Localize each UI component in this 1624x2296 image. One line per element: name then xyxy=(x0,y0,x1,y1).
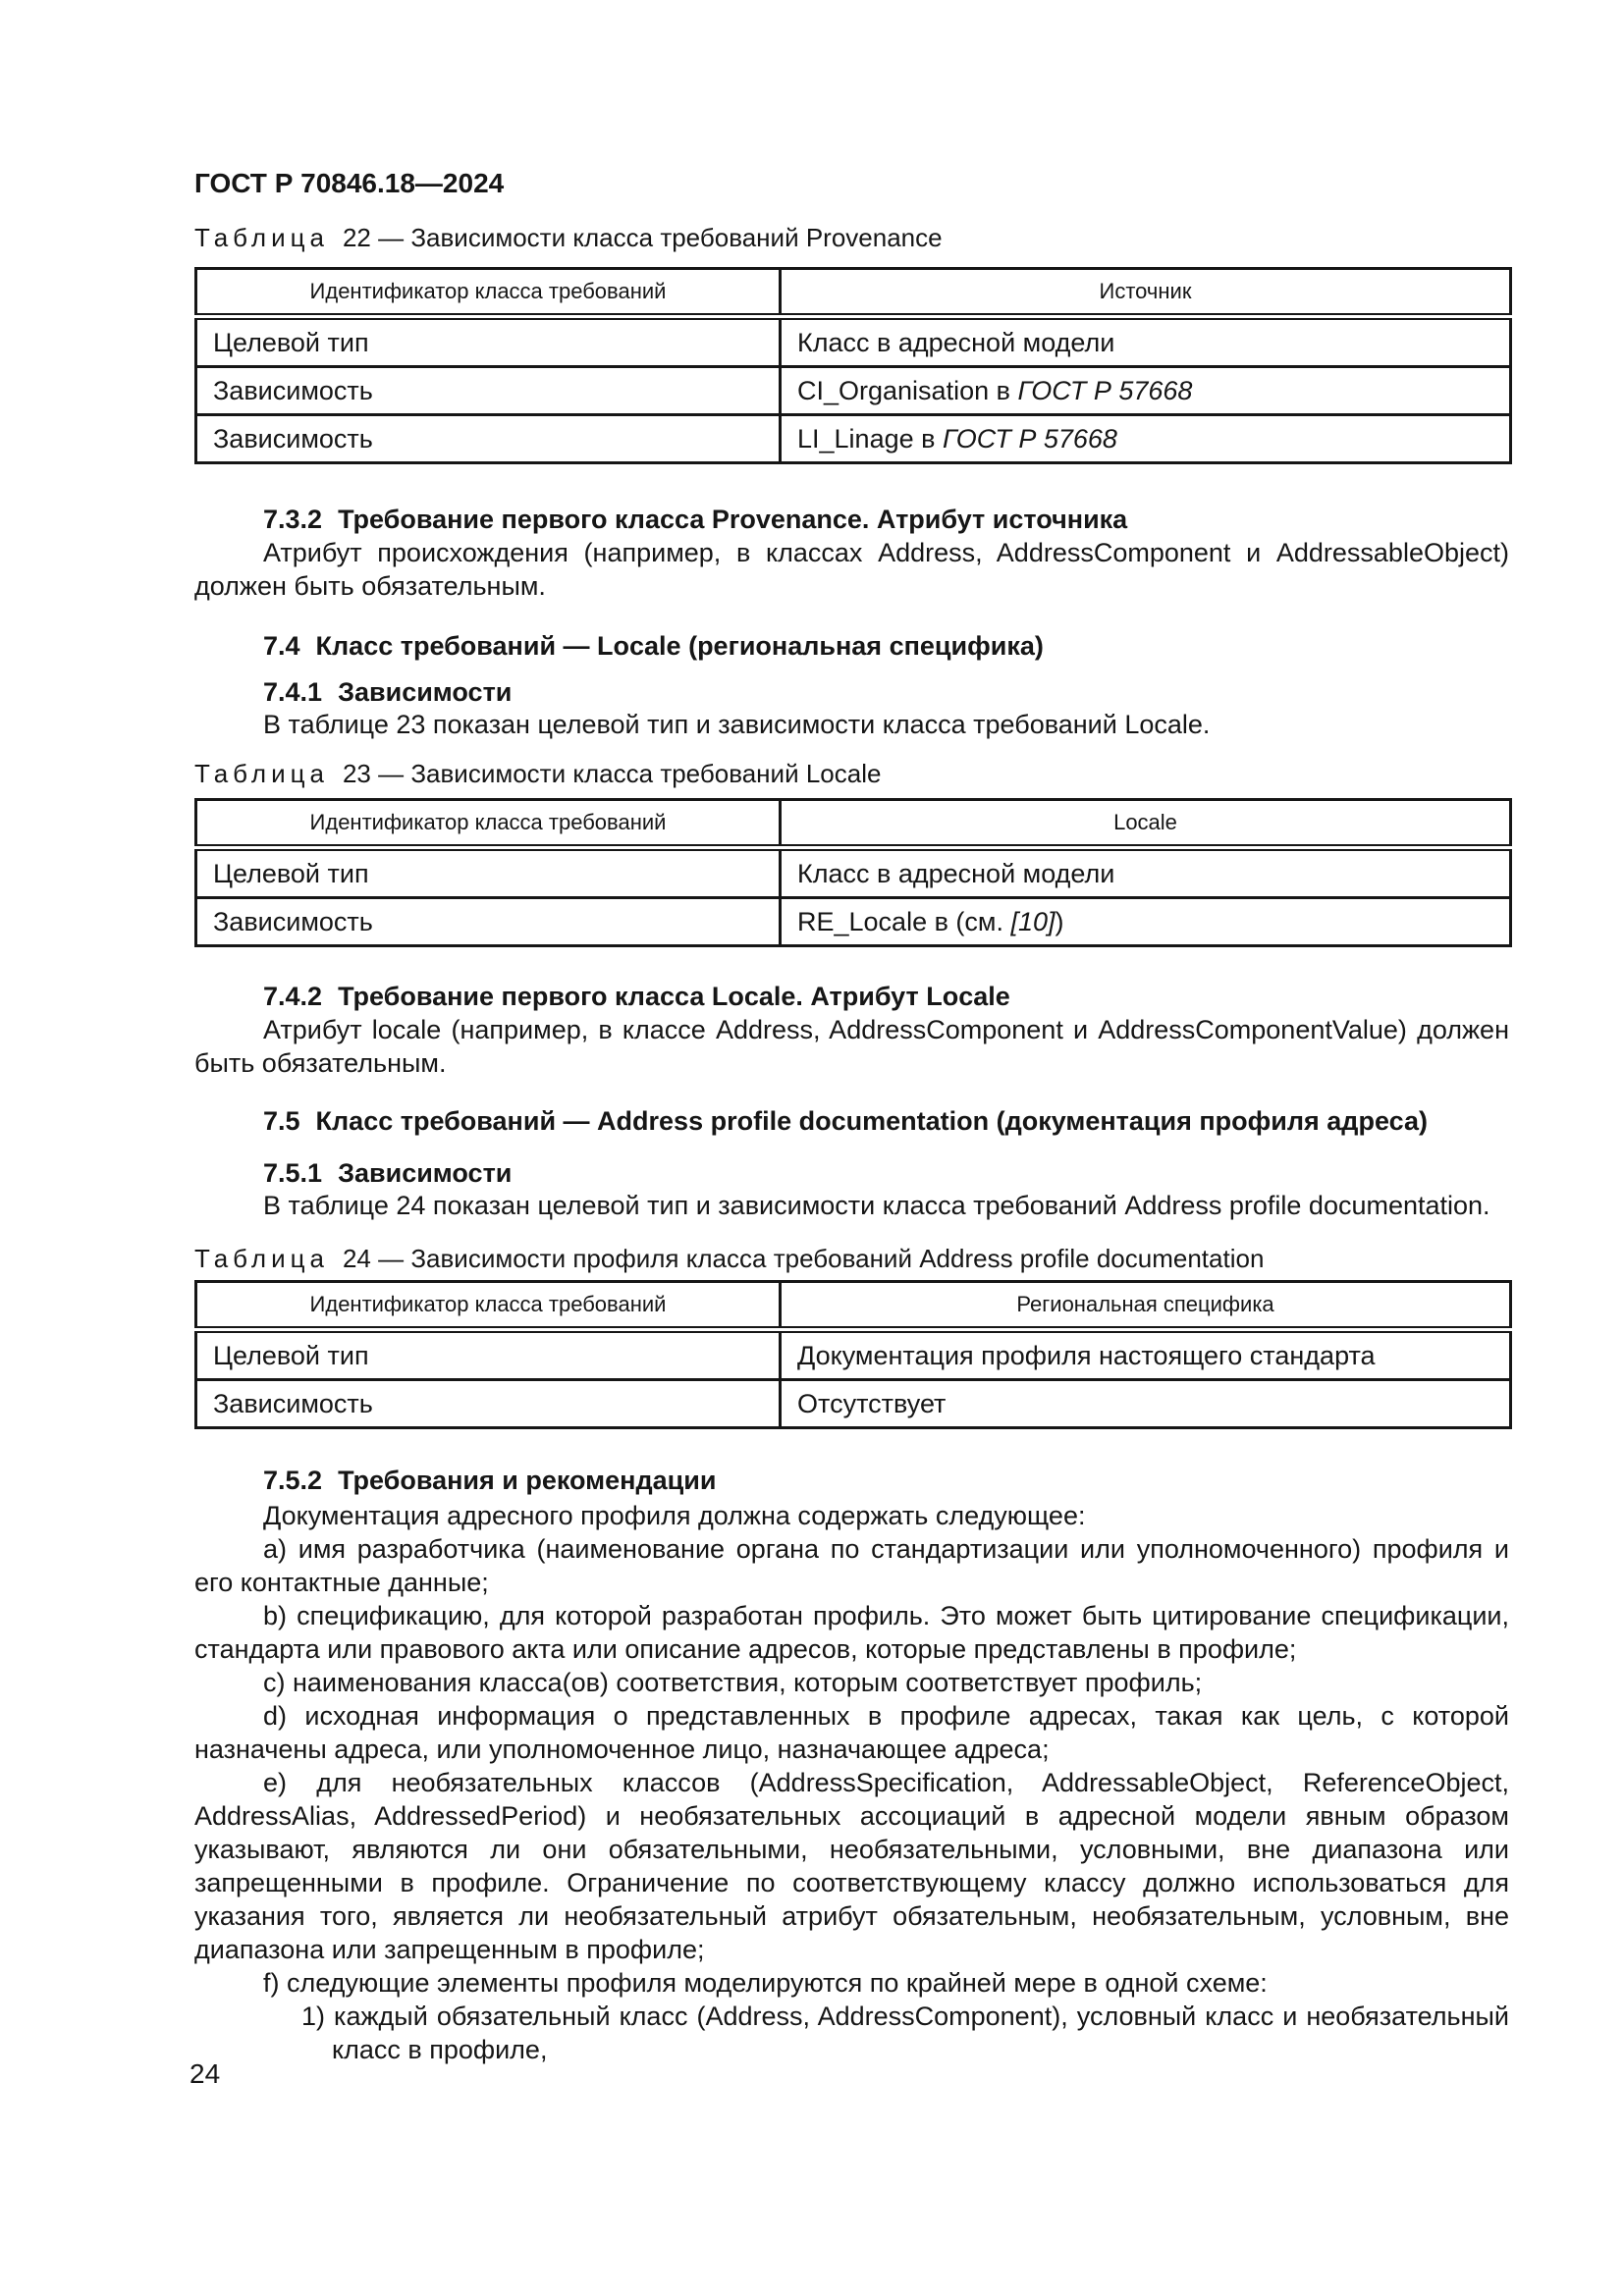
value-text: Отсутствует xyxy=(797,1389,947,1418)
table23-caption-word: Таблица xyxy=(194,759,329,788)
section-title: Зависимости xyxy=(338,677,513,707)
table-cell-label: Целевой тип xyxy=(196,317,781,367)
section-title: Зависимости xyxy=(338,1158,513,1188)
table-cell-label: Зависимость xyxy=(196,415,781,463)
list-item-c: c) наименования класса(ов) соответствия, которым соответствует профиль; xyxy=(263,1668,1203,1697)
page-number: 24 xyxy=(189,2058,221,2089)
table-22-col1-header: Идентификатор класса требований xyxy=(196,269,781,317)
table-row xyxy=(196,898,1511,946)
table-22-col2-header: Источник xyxy=(781,269,1511,317)
section-heading-7-4-1 xyxy=(194,675,1578,709)
value-text: LI_Linage в xyxy=(797,424,943,454)
section-heading-7-5-2 xyxy=(194,1464,1578,1497)
section-title: Требование первого класса Locale. Атрибут Locale xyxy=(338,982,1010,1011)
list-item-b: b) спецификацию, для которой разработан профиль. Это может быть цитирование спецификации, стандарта или правового акта или описание адресов, которые представлены в профиле; xyxy=(194,1601,1509,1664)
table-row xyxy=(196,1380,1511,1428)
table-cell-label: Зависимость xyxy=(196,898,781,946)
value-text: Класс в адресной модели xyxy=(797,859,1115,888)
section-heading-7-4-2 xyxy=(194,980,1578,1013)
section-number: 7.5 xyxy=(263,1106,300,1136)
table-22-header-row xyxy=(196,269,1511,317)
table-cell-label: Целевой тип xyxy=(196,848,781,898)
section-heading-7-5-1 xyxy=(194,1156,1578,1190)
section-number: 7.3.2 xyxy=(263,505,323,534)
list-subitem-1: 1) каждый обязательный класс (Address, AddressComponent), условный класс и необязательный класс в профиле, xyxy=(301,2002,1509,2064)
value-text: Документация профиля настоящего стандарта xyxy=(797,1341,1376,1370)
section-7-5-2-body xyxy=(194,1499,1509,2066)
table-cell-label: Зависимость xyxy=(196,1380,781,1428)
section-title: Требование первого класса Provenance. Атрибут источника xyxy=(338,505,1128,534)
table24-caption-word: Таблица xyxy=(194,1244,329,1273)
paragraph-7-3-2: Атрибут происхождения (например, в классах Address, AddressComponent и AddressableObject) должен быть обязательным. xyxy=(194,538,1509,601)
paragraph-7-4-2: Атрибут locale (например, в классе Address, AddressComponent и AddressComponentValue) должен быть обязательным. xyxy=(194,1015,1509,1078)
table-cell-label: Целевой тип xyxy=(196,1330,781,1380)
table-24-col2-header: Региональная специфика xyxy=(781,1282,1511,1330)
section-number: 7.5.2 xyxy=(263,1466,323,1495)
table-24 xyxy=(194,1280,1512,1429)
section-title: Класс требований — Locale (региональная специфика) xyxy=(315,631,1044,661)
table-row xyxy=(196,415,1511,463)
table-cell-value xyxy=(781,1330,1511,1380)
section-number: 7.4.1 xyxy=(263,677,323,707)
table23-caption-text: 23 — Зависимости класса требований Locale xyxy=(342,759,882,788)
doc-number: ГОСТ Р 70846.18—2024 xyxy=(194,168,505,198)
value-italic: ГОСТ Р 57668 xyxy=(1017,376,1193,405)
value-text: CI_Organisation в xyxy=(797,376,1018,405)
table-row xyxy=(196,367,1511,415)
table24-caption-text: 24 — Зависимости профиля класса требований Address profile documentation xyxy=(342,1244,1265,1273)
table-24-header-row xyxy=(196,1282,1511,1330)
table-cell-label: Зависимость xyxy=(196,367,781,415)
section-number: 7.4.2 xyxy=(263,982,323,1011)
table-cell-value xyxy=(781,898,1511,946)
table-row xyxy=(196,1330,1511,1380)
table-cell-value xyxy=(781,848,1511,898)
section-number: 7.5.1 xyxy=(263,1158,323,1188)
value-suffix: ) xyxy=(1055,907,1064,936)
value-text: RE_Locale в (см. xyxy=(797,907,1011,936)
paragraph-7-5-1: В таблице 24 показан целевой тип и зависимости класса требований Address profile documentation. xyxy=(263,1191,1490,1220)
value-italic: [10] xyxy=(1010,907,1056,936)
section-heading-7-5 xyxy=(194,1104,1578,1138)
table22-caption xyxy=(194,222,1509,253)
table-row xyxy=(196,317,1511,367)
paragraph-7-4-1: В таблице 23 показан целевой тип и зависимости класса требований Locale. xyxy=(263,710,1211,739)
section-number: 7.4 xyxy=(263,631,300,661)
value-text: Класс в адресной модели xyxy=(797,328,1115,357)
table-24-col1-header: Идентификатор класса требований xyxy=(196,1282,781,1330)
table-row xyxy=(196,848,1511,898)
list-item-f: f) следующие элементы профиля моделируются по крайней мере в одной схеме: xyxy=(263,1968,1268,1998)
table-23 xyxy=(194,798,1512,947)
table-23-header-row xyxy=(196,800,1511,848)
list-item-d: d) исходная информация о представленных в профиле адресах, такая как цель, с которой назначены адреса, или уполномоченное лицо, назначающее адреса; xyxy=(194,1701,1509,1764)
section-heading-7-4 xyxy=(194,629,1578,663)
section-title: Класс требований — Address profile documentation (документация профиля адреса) xyxy=(315,1106,1428,1136)
table22-caption-word: Таблица xyxy=(194,223,329,252)
table-cell-value xyxy=(781,367,1511,415)
list-item-e: e) для необязательных классов (AddressSpecification, AddressableObject, ReferenceObject, AddressAlias, AddressedPeriod) и необязательных ассоциаций в адресной модели явным образом указывают, являются ли они обязательными, необязательными, условными, вне диапазона или запрещенными в профиле. Ограничение по соответствующему классу должно использоваться для указания того, является ли необязательный атрибут обязательным, необязательным, условным, вне диапазона или запрещенным в профиле; xyxy=(194,1768,1509,1964)
table22-caption-text: 22 — Зависимости класса требований Provenance xyxy=(342,223,943,252)
table-23-col2-header: Locale xyxy=(781,800,1511,848)
table23-caption xyxy=(194,758,1509,789)
section-title: Требования и рекомендации xyxy=(338,1466,717,1495)
table24-caption xyxy=(194,1243,1509,1274)
table-cell-value xyxy=(781,1380,1511,1428)
table-23-col1-header: Идентификатор класса требований xyxy=(196,800,781,848)
list-item-a: a) имя разработчика (наименование органа по стандартизации или уполномоченного) профиля и его контактные данные; xyxy=(194,1534,1509,1597)
table-22 xyxy=(194,267,1512,464)
paragraph-intro: Документация адресного профиля должна содержать следующее: xyxy=(263,1501,1086,1530)
section-heading-7-3-2 xyxy=(194,503,1578,536)
value-italic: ГОСТ Р 57668 xyxy=(942,424,1117,454)
table-cell-value xyxy=(781,317,1511,367)
table-cell-value xyxy=(781,415,1511,463)
